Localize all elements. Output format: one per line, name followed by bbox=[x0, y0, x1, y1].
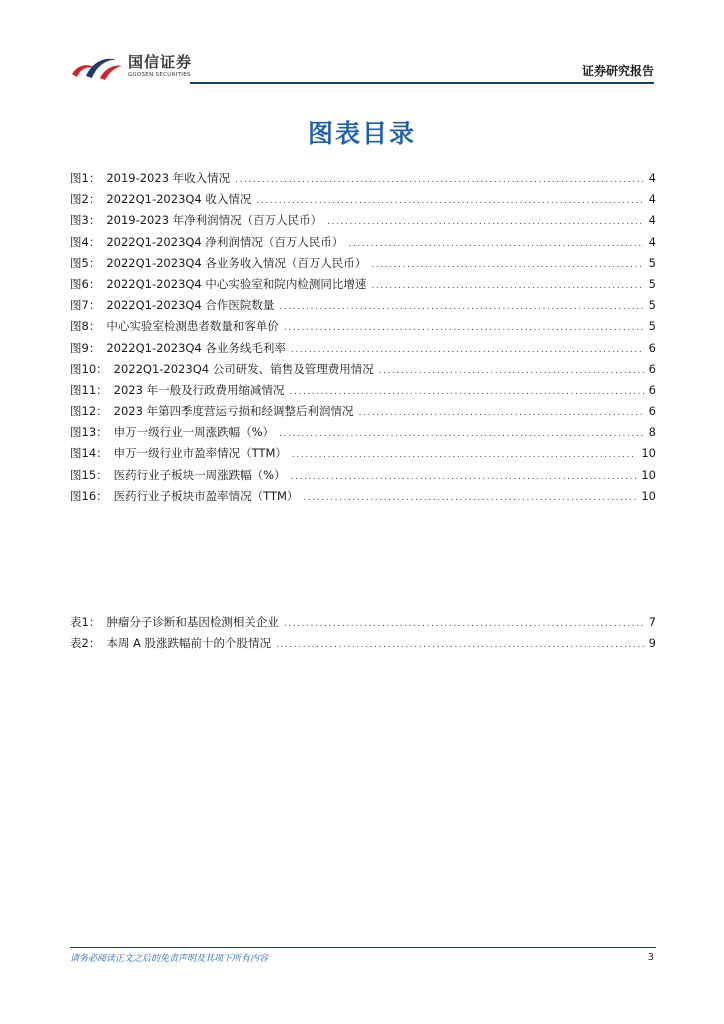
toc-entry-title: 医药行业子板块一周涨跌幅（%） bbox=[113, 467, 286, 482]
toc-entry-title: 2022Q1-2023Q4 各业务收入情况（百万人民币） bbox=[106, 255, 367, 270]
toc-entry-page: 4 bbox=[648, 192, 656, 207]
toc-entry-page: 4 bbox=[648, 213, 656, 228]
toc-entry-title: 本周 A 股涨跌幅前十的个股情况 bbox=[106, 636, 272, 651]
toc-entry-page: 5 bbox=[648, 319, 656, 334]
toc-entry-page: 5 bbox=[648, 298, 656, 313]
guosen-logo bbox=[70, 50, 192, 84]
toc-entry-figure[interactable] bbox=[70, 488, 656, 509]
footer-divider bbox=[70, 947, 656, 948]
toc-entry-label: 图6： bbox=[70, 276, 101, 291]
dot-leader bbox=[371, 281, 643, 291]
toc-entry-label: 图3： bbox=[70, 213, 101, 228]
toc-entry-title: 肿瘤分子诊断和基因检测相关企业 bbox=[106, 615, 279, 629]
toc-entry-page: 6 bbox=[648, 340, 656, 355]
report-type-label: 证券研究报告 bbox=[581, 64, 654, 78]
toc-entry-figure[interactable] bbox=[70, 445, 656, 466]
toc-entry-title: 2022Q1-2023Q4 各业务线毛利率 bbox=[106, 340, 286, 355]
toc-entry-figure[interactable] bbox=[70, 340, 656, 361]
dot-leader bbox=[276, 640, 644, 650]
toc-entry-figure[interactable] bbox=[70, 212, 656, 233]
footer-disclaimer: 请务必阅读正文之后的免责声明及其项下所有内容 bbox=[70, 954, 269, 964]
dot-leader bbox=[371, 260, 643, 270]
toc-entry-page: 6 bbox=[648, 404, 656, 419]
toc-entry-label: 图15： bbox=[70, 467, 108, 482]
toc-entry-label: 图5： bbox=[70, 255, 101, 270]
toc-entry-figure[interactable] bbox=[70, 318, 656, 339]
toc-entry-title: 2022Q1-2023Q4 合作医院数量 bbox=[106, 298, 275, 313]
toc-entry-figure[interactable] bbox=[70, 297, 656, 318]
logo-name-cn: 国信证券 bbox=[128, 53, 193, 72]
figure-list bbox=[70, 170, 656, 509]
toc-entry-page: 6 bbox=[648, 361, 656, 376]
toc-entry-label: 图1： bbox=[70, 171, 101, 185]
toc-entry-title: 2019-2023 年净利润情况（百万人民币） bbox=[106, 213, 323, 228]
dot-leader bbox=[348, 239, 643, 249]
dot-leader bbox=[379, 366, 644, 376]
toc-entry-page: 6 bbox=[648, 382, 656, 397]
logo-name-en: GUOSEN SECURITIES bbox=[128, 72, 191, 79]
toc-entry-figure[interactable] bbox=[70, 276, 656, 297]
toc-entry-title: 2022Q1-2023Q4 中心实验室和院内检测同比增速 bbox=[106, 276, 367, 291]
toc-entry-page: 4 bbox=[648, 171, 656, 185]
dot-leader bbox=[327, 217, 644, 227]
toc-entry-page: 5 bbox=[648, 255, 656, 270]
toc-entry-label: 图14： bbox=[70, 446, 108, 461]
toc-entry-label: 表2： bbox=[70, 636, 101, 651]
toc-entry-label: 图9： bbox=[70, 340, 101, 355]
toc-entry-page: 10 bbox=[641, 467, 656, 482]
dot-leader bbox=[290, 387, 644, 397]
dot-leader bbox=[235, 175, 644, 185]
dot-leader bbox=[303, 493, 636, 503]
toc-entry-page: 10 bbox=[641, 446, 656, 461]
toc-entry-page: 9 bbox=[648, 636, 656, 651]
toc-entry-figure[interactable] bbox=[70, 255, 656, 276]
dot-leader bbox=[284, 323, 644, 333]
page-title: 图表目录 bbox=[307, 119, 416, 148]
guosen-logo-icon bbox=[70, 50, 124, 84]
toc-entry-label: 图7： bbox=[70, 298, 101, 313]
toc-entry-figure[interactable] bbox=[70, 234, 656, 255]
toc-entry-title: 2022Q1-2023Q4 公司研发、销售及管理费用情况 bbox=[113, 361, 374, 376]
dot-leader bbox=[279, 429, 644, 439]
toc-entry-title: 2022Q1-2023Q4 净利润情况（百万人民币） bbox=[106, 234, 344, 249]
toc-entry-page: 10 bbox=[641, 488, 656, 503]
dot-leader bbox=[359, 408, 644, 418]
toc-entry-title: 2023 年一般及行政费用缩减情况 bbox=[113, 382, 285, 397]
toc-entry-page: 7 bbox=[648, 615, 656, 629]
toc-entry-figure[interactable] bbox=[70, 403, 656, 424]
table-list bbox=[70, 614, 656, 656]
toc-entry-title: 医药行业子板块市盈率情况（TTM） bbox=[113, 488, 299, 503]
toc-entry-title: 2023 年第四季度营运亏损和经调整后利润情况 bbox=[113, 404, 354, 419]
dot-leader bbox=[291, 472, 637, 482]
toc-entry-label: 图8： bbox=[70, 319, 101, 334]
toc-entry-figure[interactable] bbox=[70, 191, 656, 212]
toc-entry-label: 图12： bbox=[70, 404, 108, 419]
toc-entry-title: 中心实验室检测患者数量和客单价 bbox=[106, 319, 279, 334]
toc-entry-page: 5 bbox=[648, 276, 656, 291]
toc-entry-figure[interactable] bbox=[70, 382, 656, 403]
toc-entry-title: 2019-2023 年收入情况 bbox=[106, 171, 231, 185]
toc-entry-label: 图4： bbox=[70, 234, 101, 249]
toc-entry-table[interactable] bbox=[70, 614, 656, 635]
toc-entry-label: 图11： bbox=[70, 382, 108, 397]
toc-entry-figure[interactable] bbox=[70, 170, 656, 191]
dot-leader bbox=[284, 619, 644, 629]
toc-entry-label: 图16： bbox=[70, 488, 108, 503]
toc-entry-table[interactable] bbox=[70, 635, 656, 656]
header-divider bbox=[190, 82, 654, 84]
page-number: 3 bbox=[647, 952, 654, 963]
toc-entry-figure[interactable] bbox=[70, 424, 656, 445]
dot-leader bbox=[256, 196, 643, 206]
toc-entry-title: 申万一级行业一周涨跌幅（%） bbox=[113, 425, 275, 440]
toc-entry-title: 2022Q1-2023Q4 收入情况 bbox=[106, 192, 252, 207]
dot-leader bbox=[279, 302, 643, 312]
dot-leader bbox=[291, 345, 644, 355]
toc-entry-label: 图13： bbox=[70, 425, 108, 440]
toc-entry-figure[interactable] bbox=[70, 361, 656, 382]
dot-leader bbox=[292, 450, 636, 460]
page-header bbox=[70, 50, 654, 84]
toc-entry-page: 8 bbox=[648, 425, 656, 440]
toc-entry-label: 表1： bbox=[70, 615, 101, 629]
toc-entry-label: 图10： bbox=[70, 361, 108, 376]
toc-entry-figure[interactable] bbox=[70, 467, 656, 488]
toc-entry-title: 申万一级行业市盈率情况（TTM） bbox=[113, 446, 287, 461]
toc-entry-label: 图2： bbox=[70, 192, 101, 207]
toc-entry-page: 4 bbox=[648, 234, 656, 249]
